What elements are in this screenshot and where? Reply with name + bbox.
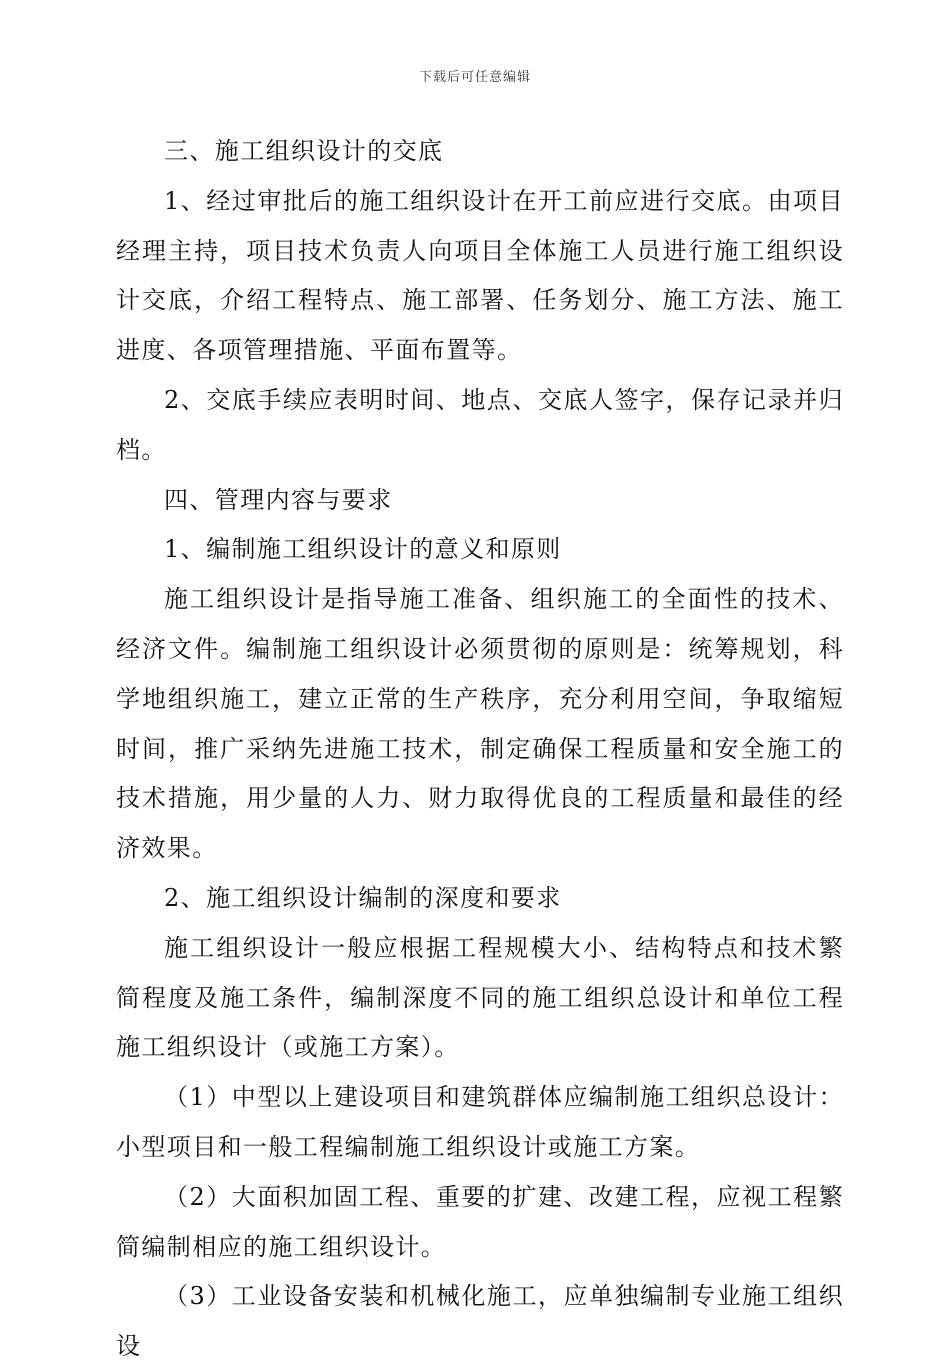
list-item-2: （2）大面积加固工程、重要的扩建、改建工程，应视工程繁简编制相应的施工组织设计。: [116, 1182, 844, 1261]
paragraph-significance-principles: 施工组织设计是指导施工准备、组织施工的全面性的技术、经济文件。编制施工组织设计必须贯彻的原则是：统筹规划，科学地组织施工，建立正常的生产秩序，充分利用空间，争取缩短时间，推广采纳先进施工技术，制定确保工程质量和安全施工的技术措施，用少量的人力、财力取得优良的工程质量和最佳的经济效果。: [116, 585, 844, 863]
paragraph-disclosure-2: 2、交底手续应表明时间、地点、交底人签字，保存记录并归档。: [116, 385, 844, 464]
list-item-1: （1）中型以上建设项目和建筑群体应编制施工组织总设计：小型项目和一般工程编制施工组织设计或施工方案。: [116, 1083, 844, 1161]
list-item-3: （3）工业设备安装和机械化施工，应单独编制专业施工组织设: [116, 1282, 844, 1361]
subheading-significance-principles: 1、编制施工组织设计的意义和原则: [164, 535, 562, 564]
section-heading-4: 四、管理内容与要求: [164, 485, 393, 514]
section-heading-3: 三、施工组织设计的交底: [164, 137, 444, 165]
page-header-note: 下载后可任意编辑: [418, 70, 531, 85]
paragraph-depth-requirements: 施工组织设计一般应根据工程规模大小、结构特点和技术繁简程度及施工条件，编制深度不同的施工组织总设计和单位工程施工组织设计（或施工方案）。: [116, 933, 844, 1062]
subheading-depth-requirements: 2、施工组织设计编制的深度和要求: [164, 883, 562, 912]
paragraph-disclosure-1: 1、经过审批后的施工组织设计在开工前应进行交底。由项目经理主持，项目技术负责人向项目全体施工人员进行施工组织设计交底，介绍工程特点、施工部署、任务划分、施工方法、施工进度、各项管理措施、平面布置等。: [116, 186, 844, 365]
document-body: [116, 127, 844, 1372]
